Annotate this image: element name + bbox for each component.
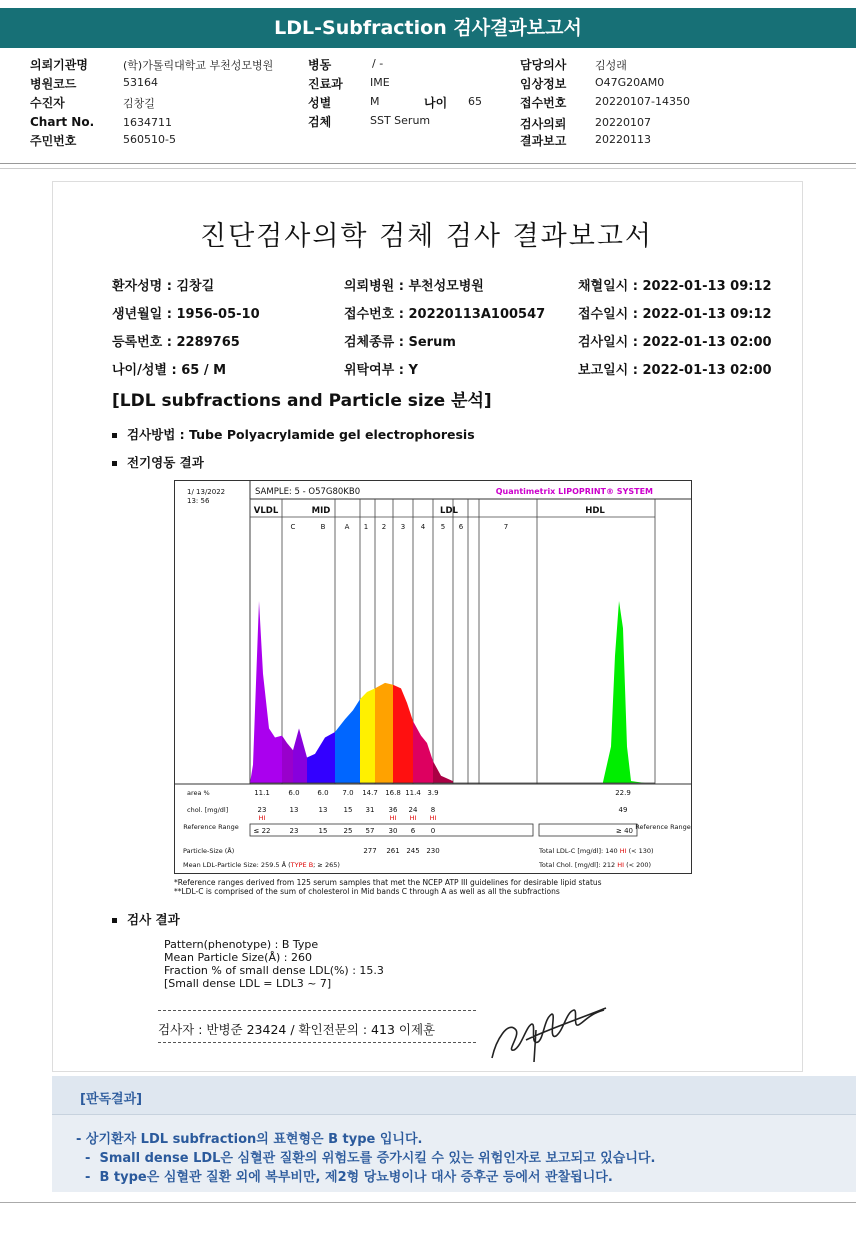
header-value: (학)가톨릭대학교 부천성모병원	[123, 59, 274, 72]
header-value: 김성래	[595, 59, 627, 72]
band-label: B	[320, 523, 326, 531]
curve-ldl4	[413, 721, 433, 783]
header-value: 20220107	[595, 116, 651, 129]
total-chol	[538, 861, 651, 869]
result-line: [Small dense LDL = LDL3 ~ 7]	[164, 977, 332, 990]
ref-label: Reference Range	[635, 823, 691, 831]
chol-label: chol. [mg/dl]	[187, 806, 229, 814]
patient-field: 위탁여부 : Y	[344, 363, 418, 378]
document-title: 진단검사의학 검체 검사 결과보고서	[200, 221, 653, 252]
total-chol-range: (< 200)	[626, 861, 652, 869]
header-label: 검체	[308, 115, 332, 129]
header-label: Chart No.	[30, 115, 95, 129]
area-value: 6.0	[317, 789, 329, 797]
header-label: 병원코드	[30, 77, 77, 91]
total-chol-value: Total Chol. [mg/dl]: 212	[539, 861, 618, 869]
chart-date: 1/ 13/2022	[187, 488, 226, 496]
signature-line: 검사자 : 반병준 23424 / 확인전문의 : 413 이제훈	[158, 1022, 436, 1037]
interpretation-header	[52, 1076, 856, 1114]
interpretation-line: - 상기환자 LDL subfraction의 표현형은 B type 입니다.	[76, 1132, 423, 1147]
header-label: 성별	[308, 96, 332, 110]
total-ldl-value: Total LDL-C [mg/dl]: 140	[539, 847, 620, 855]
patient-field: 검체종류 : Serum	[344, 335, 456, 350]
patient-field: 검사일시 : 2022-01-13 02:00	[578, 335, 772, 350]
result-line: Mean Particle Size(Å) : 260	[164, 951, 312, 964]
band-label: 5	[440, 523, 446, 531]
group-label: LDL	[440, 506, 458, 516]
band-label: 1	[363, 523, 369, 531]
band-label: 4	[420, 523, 426, 531]
divider	[0, 163, 856, 164]
chart-sample: SAMPLE: 5 - O57G80KB0	[255, 487, 361, 497]
ref-value: 23	[289, 827, 299, 835]
header-label: 임상정보	[520, 77, 567, 91]
result-line: Pattern(phenotype) : B Type	[164, 938, 319, 951]
curve-ldl1	[360, 688, 375, 783]
header-value: 560510-5	[123, 133, 176, 146]
header-info	[0, 48, 856, 166]
particle-value: 230	[426, 847, 440, 855]
chol-value: 13	[289, 806, 299, 814]
handwritten-signature	[486, 1000, 610, 1068]
area-value: 3.9	[427, 789, 439, 797]
header-label: 주민번호	[30, 134, 77, 148]
header-value: IME	[370, 76, 390, 89]
header-value: M	[370, 95, 380, 108]
divider	[0, 168, 856, 169]
area-value: 11.4	[405, 789, 421, 797]
curve-mid-a	[335, 699, 360, 783]
band-label: 6	[458, 523, 464, 531]
chol-value: 31	[365, 806, 375, 814]
result-bullet	[112, 910, 180, 928]
ref-value: 30	[388, 827, 398, 835]
ref-value: ≥ 40	[616, 827, 633, 835]
header-label: 병동	[308, 58, 332, 72]
curve-mid-c	[293, 728, 307, 783]
result-line: Fraction % of small dense LDL(%) : 15.3	[164, 964, 384, 977]
curve-ldl2	[375, 683, 393, 783]
band-label: 2	[381, 523, 387, 531]
patient-field: 환자성명 : 김창길	[112, 279, 215, 294]
mean-size-prefix: Mean LDL-Particle Size: 259.5 Å (	[183, 861, 291, 869]
header-label: 검사의뢰	[520, 117, 567, 131]
header-label: 결과보고	[520, 134, 567, 148]
method-text: 검사방법 : Tube Polyacrylamide gel electrophoresis	[127, 427, 475, 442]
chol-value: 15	[343, 806, 353, 814]
hi-flag: HI	[619, 847, 629, 855]
group-label: HDL	[585, 506, 605, 516]
mean-size	[183, 860, 340, 869]
interpretation-line: - Small dense LDL은 심혈관 질환의 위험도를 증가시킬 수 있는 위험인자로 보고되고 있습니다.	[76, 1151, 656, 1166]
ref-value: ≤ 22	[253, 827, 271, 835]
divider	[0, 1202, 856, 1203]
electro-title: 전기영동 결과	[127, 455, 204, 470]
header-value: / -	[372, 57, 384, 70]
hi-flag: HI	[258, 814, 266, 822]
curve-vldl	[250, 601, 282, 783]
area-value: 11.1	[254, 789, 270, 797]
interpretation-line: - B type은 심혈관 질환 외에 복부비만, 제2형 당뇨병이나 대사 증후군 등에서 관찰됩니다.	[76, 1170, 613, 1185]
method-bullet	[112, 425, 475, 443]
ref-value: 0	[430, 827, 436, 835]
area-value: 14.7	[362, 789, 378, 797]
header-label: 의뢰기관명	[30, 58, 88, 72]
header-label: 진료과	[308, 77, 343, 91]
lipoprint-chart	[174, 480, 692, 874]
particle-label: Particle-Size (Å)	[183, 847, 235, 855]
chol-value: 8	[430, 806, 436, 814]
patient-field: 의뢰병원 : 부천성모병원	[344, 279, 484, 294]
ref-value: 15	[318, 827, 328, 835]
header-value: O47G20AM0	[595, 76, 665, 89]
header-value: 20220113	[595, 133, 651, 146]
area-value: 22.9	[615, 789, 631, 797]
total-ldl	[538, 847, 654, 855]
curve-vldl-tail	[282, 736, 293, 783]
header-label: 접수번호	[520, 96, 567, 110]
curve-hdl	[603, 601, 645, 783]
chol-value: 49	[618, 806, 628, 814]
ref-value: 57	[365, 827, 375, 835]
patient-field: 접수일시 : 2022-01-13 09:12	[578, 307, 772, 322]
header-value: 1634711	[123, 116, 172, 129]
mean-size-suffix: ; ≥ 265)	[313, 861, 340, 869]
footnote: *Reference ranges derived from 125 serum samples that met the NCEP ATP III guidelines for desirable lipid status	[174, 878, 602, 887]
curve-ldl3	[393, 685, 413, 783]
ref-value: 25	[343, 827, 353, 835]
area-value: 16.8	[385, 789, 401, 797]
bullet-icon	[112, 433, 117, 438]
chol-value: 24	[408, 806, 418, 814]
particle-value: 277	[363, 847, 377, 855]
hi-flag: HI	[617, 861, 627, 869]
curve-mid-b	[307, 732, 335, 783]
hi-flag: HI	[409, 814, 417, 822]
particle-value: 261	[386, 847, 400, 855]
mean-size-type: TYPE B	[290, 861, 314, 869]
interpretation-title: [판독결과]	[80, 1092, 143, 1107]
ref-value: 6	[410, 827, 416, 835]
header-value: 20220107-14350	[595, 95, 690, 108]
total-ldl-range: (< 130)	[628, 847, 654, 855]
chol-value: 23	[257, 806, 267, 814]
signature-top-line	[158, 1010, 476, 1011]
patient-field: 보고일시 : 2022-01-13 02:00	[578, 363, 772, 378]
particle-value: 245	[406, 847, 420, 855]
area-value: 6.0	[288, 789, 300, 797]
header-value: SST Serum	[370, 114, 431, 127]
area-label: area %	[187, 789, 210, 797]
ref-label: Reference Range	[183, 823, 239, 831]
chart-title: Quantimetrix LIPOPRINT® SYSTEM	[495, 487, 653, 496]
header-label: 수진자	[30, 96, 65, 110]
band-label: 3	[400, 523, 406, 531]
patient-field: 채혈일시 : 2022-01-13 09:12	[578, 279, 772, 294]
patient-field: 접수번호 : 20220113A100547	[344, 307, 546, 322]
header-label: 담당의사	[520, 58, 567, 72]
band-label: 7	[503, 523, 509, 531]
chart-svg	[175, 481, 691, 873]
electro-bullet	[112, 453, 204, 471]
header-value: 65	[468, 95, 482, 108]
chart-time: 13: 56	[187, 497, 210, 505]
area-value: 7.0	[342, 789, 354, 797]
patient-field: 생년월일 : 1956-05-10	[112, 307, 260, 322]
hi-flag: HI	[429, 814, 437, 822]
divider	[52, 1114, 856, 1115]
bullet-icon	[112, 461, 117, 466]
hi-flag: HI	[389, 814, 397, 822]
header-value: 53164	[123, 76, 158, 89]
signature-bottom-line	[158, 1042, 476, 1043]
band-label: A	[344, 523, 350, 531]
section-title: [LDL subfractions and Particle size 분석]	[112, 391, 492, 411]
band-label: C	[290, 523, 296, 531]
group-label: MID	[311, 506, 331, 516]
header-label: 나이	[424, 96, 448, 110]
result-title: 검사 결과	[127, 912, 180, 927]
chol-value: 36	[388, 806, 398, 814]
patient-field: 등록번호 : 2289765	[112, 335, 240, 350]
bullet-icon	[112, 918, 117, 923]
footnote: **LDL-C is comprised of the sum of cholesterol in Mid bands C through A as well as all the subfractions	[174, 887, 560, 896]
group-label: VLDL	[253, 506, 279, 516]
chol-value: 13	[318, 806, 328, 814]
header-value: 김창길	[123, 97, 155, 110]
curve-ldl5	[433, 761, 453, 783]
patient-field: 나이/성별 : 65 / M	[112, 363, 227, 378]
report-title: LDL-Subfraction 검사결과보고서	[0, 8, 856, 48]
